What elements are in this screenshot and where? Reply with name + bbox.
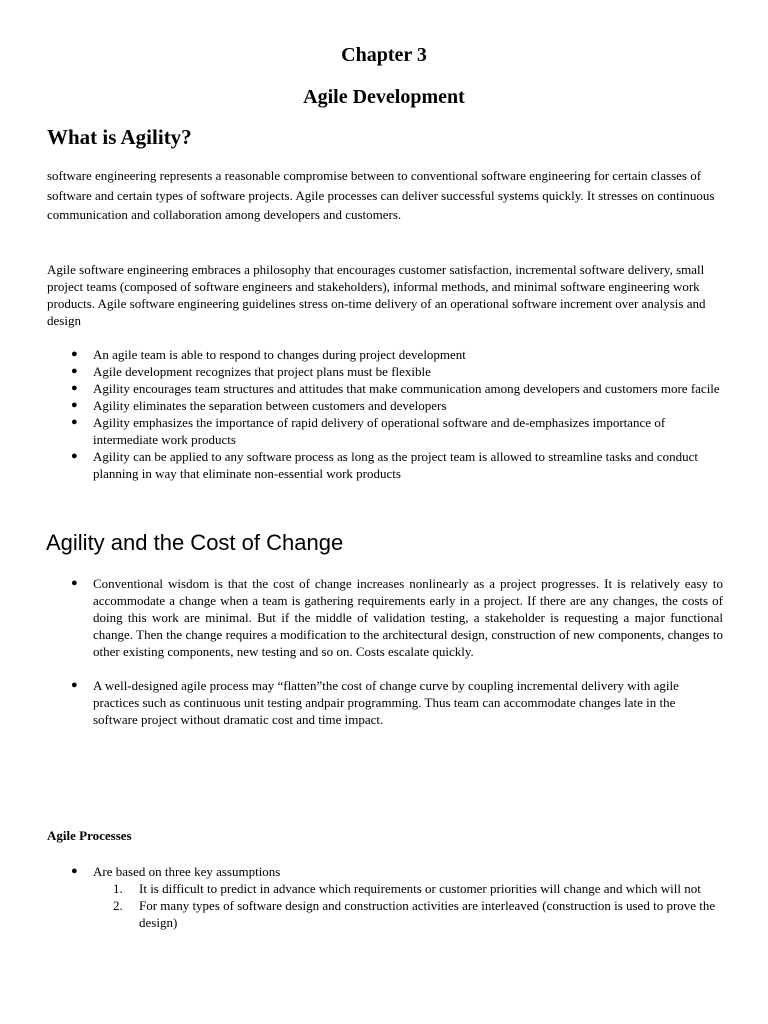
list-item-text: Agility emphasizes the importance of rapid delivery of operational software and de-emphasizes importance of intermediate work products bbox=[93, 415, 666, 447]
paragraph-philosophy: Agile software engineering embraces a philosophy that encourages customer satisfaction, incremental software delivery, small project teams (composed of software engineers and stakeholders), informal methods, and minimal software engineering work products. Agile software engineering guidelines stress on-time delivery of an operational software increment over analysis and design bbox=[47, 262, 706, 328]
list-item-text: Are based on three key assumptions bbox=[93, 864, 281, 879]
numbered-item-text: For many types of software design and construction activities are interleaved (construction is used to prove the design) bbox=[139, 898, 716, 930]
bullet-icon: ● bbox=[71, 382, 78, 394]
list-item bbox=[47, 346, 723, 363]
bullet-icon: ● bbox=[71, 365, 78, 377]
numbered-item-text: It is difficult to predict in advance which requirements or customer priorities will change and which will not bbox=[139, 881, 701, 896]
section-heading-cost-of-change: Agility and the Cost of Change bbox=[46, 530, 344, 555]
bullet-icon: ● bbox=[71, 416, 78, 428]
agile-processes-bullet-list bbox=[47, 863, 723, 931]
cost-of-change-bullet-list bbox=[47, 575, 723, 728]
bullet-icon: ● bbox=[71, 577, 78, 589]
list-item bbox=[47, 448, 723, 482]
section-heading-what-is-agility: What is Agility? bbox=[47, 125, 192, 149]
numbered-item bbox=[93, 880, 723, 897]
list-item-text: Conventional wisdom is that the cost of change increases nonlinearly as a project progresses. It is relatively easy to accommodate a change when a team is gathering requirements early in a project. If there are any changes, the costs of doing this work are minimal. But if the middle of validation testing, a stakeholder is requesting a major functional change. Then the change requires a modification to the architectural design, construction of new components, changes to other existing components, new testing and so on. Costs escalate quickly. bbox=[93, 576, 723, 659]
list-item-text: A well-designed agile process may “flatten”the cost of change curve by coupling incremental delivery with agile practices such as continuous unit testing andpair programming. Thus team can accommodate changes late in the software project without dramatic cost and time impact. bbox=[93, 678, 679, 727]
list-item bbox=[47, 380, 723, 397]
paragraph-intro: software engineering represents a reasonable compromise between to conventional software engineering for certain classes of software and certain types of software projects. Agile processes can deliver successful systems quickly. It stresses on continuous communication and collaboration among developers and customers. bbox=[47, 168, 715, 222]
list-item bbox=[47, 575, 723, 660]
bullet-icon: ● bbox=[71, 865, 78, 877]
numbered-item bbox=[93, 897, 723, 931]
list-item-text: Agility eliminates the separation between customers and developers bbox=[93, 398, 447, 413]
bullet-icon: ● bbox=[71, 399, 78, 411]
list-item bbox=[47, 863, 723, 931]
list-item bbox=[47, 397, 723, 414]
assumptions-numbered-list bbox=[93, 880, 723, 931]
bullet-icon: ● bbox=[71, 679, 78, 691]
document-title: Agile Development bbox=[303, 86, 465, 108]
list-item-text: Agile development recognizes that project plans must be flexible bbox=[93, 364, 431, 379]
bullet-icon: ● bbox=[71, 348, 78, 360]
list-item-text: Agility encourages team structures and attitudes that make communication among developers and customers more facile bbox=[93, 381, 720, 396]
list-item-text: An agile team is able to respond to changes during project development bbox=[93, 347, 466, 362]
list-item bbox=[47, 677, 723, 728]
list-item-text: Agility can be applied to any software process as long as the project team is allowed to streamline tasks and conduct planning in way that eliminate non-essential work products bbox=[93, 449, 699, 481]
list-item bbox=[47, 363, 723, 380]
item-number: 1. bbox=[113, 881, 123, 896]
list-item bbox=[47, 414, 723, 448]
item-number: 2. bbox=[113, 898, 123, 913]
section-heading-agile-processes: Agile Processes bbox=[47, 828, 132, 843]
bullet-icon: ● bbox=[71, 450, 78, 462]
agility-bullet-list bbox=[47, 346, 723, 482]
chapter-heading: Chapter 3 bbox=[341, 44, 427, 66]
